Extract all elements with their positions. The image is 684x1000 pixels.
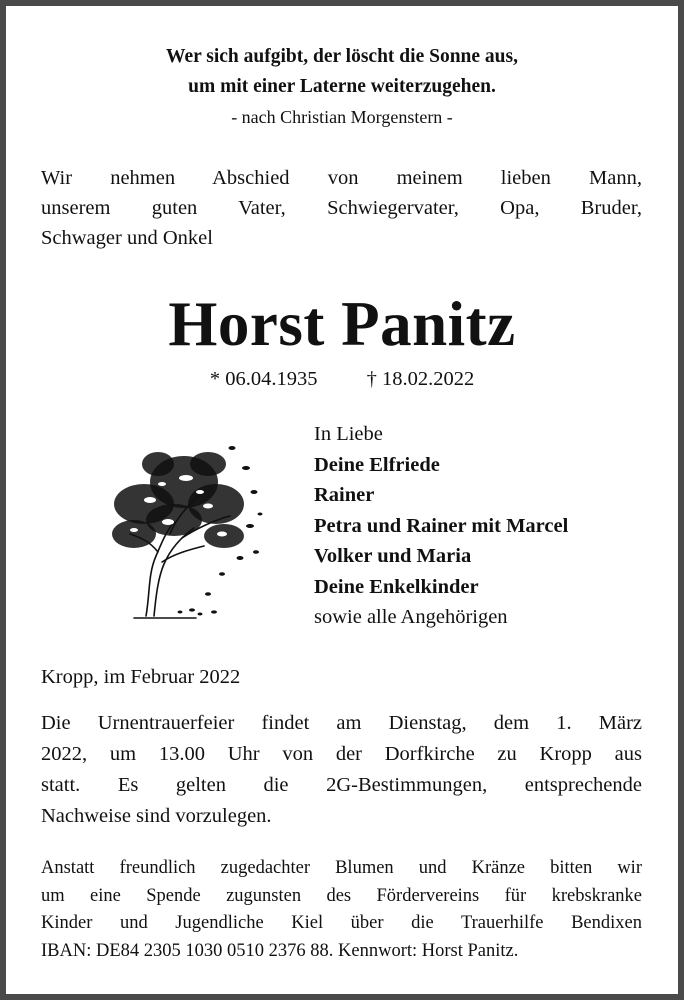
- family-member: Deine Elfriede: [314, 453, 440, 476]
- donation-line: IBAN: DE84 2305 1030 0510 2376 88. Kennwort: Horst Panitz.: [41, 940, 519, 961]
- family-list: [314, 419, 568, 633]
- service-info: [41, 708, 642, 832]
- service-line: statt. Es gelten die 2G-Bestimmungen, entsprechende: [41, 774, 642, 796]
- family-closing: sowie alle Angehörigen: [314, 606, 508, 628]
- service-line: 2022, um 13.00 Uhr von der Dorfkirche zu Kropp aus: [41, 743, 642, 765]
- family-member: Petra und Rainer mit Marcel: [314, 514, 569, 537]
- quote-line: Wer sich aufgibt, der löscht die Sonne aus,: [166, 46, 518, 67]
- donation-info: [41, 855, 642, 965]
- deceased-name: Horst Panitz: [168, 289, 516, 359]
- donation-line: um eine Spende zugunsten des Fördervereins für krebskranke: [41, 885, 642, 906]
- quote: [6, 42, 678, 132]
- family-intro: In Liebe: [314, 423, 383, 445]
- donation-line: Kinder und Jugendliche Kiel über die Trauerhilfe Bendixen: [41, 913, 642, 933]
- family-member: Deine Enkelkinder: [314, 575, 479, 598]
- family-member: Rainer: [314, 484, 375, 506]
- life-dates: [6, 364, 678, 394]
- intro-line: Schwager und Onkel: [41, 227, 213, 249]
- family-member: Volker und Maria: [314, 545, 472, 567]
- death-date: † 18.02.2022: [366, 368, 475, 390]
- service-line: Nachweise sind vorzulegen.: [41, 805, 272, 827]
- obituary-card: [6, 6, 678, 994]
- intro-line: Wir nehmen Abschied von meinem lieben Mann,: [41, 167, 642, 189]
- quote-line: um mit einer Laterne weiterzugehen.: [188, 76, 496, 97]
- service-line: Die Urnentrauerfeier findet am Dienstag, dem 1. März: [41, 712, 642, 734]
- quote-author: - nach Christian Morgenstern -: [231, 107, 453, 127]
- birth-date: * 06.04.1935: [209, 368, 318, 390]
- intro-text: [41, 163, 642, 253]
- intro-line: unserem guten Vater, Schwiegervater, Opa, Bruder,: [41, 197, 642, 219]
- tree-with-falling-leaves-icon: [104, 434, 264, 624]
- place-date: Kropp, im Februar 2022: [41, 666, 241, 688]
- donation-line: Anstatt freundlich zugedachter Blumen und Kränze bitten wir: [41, 858, 642, 878]
